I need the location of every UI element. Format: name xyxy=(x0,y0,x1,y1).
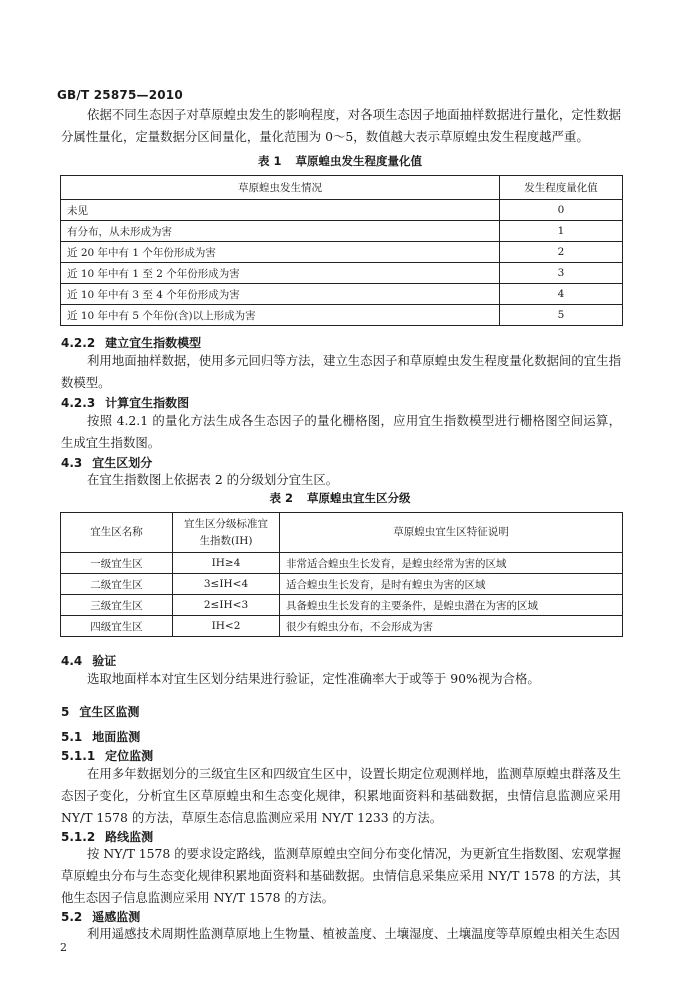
table-cell: 未见 xyxy=(61,200,500,221)
section-title: 计算宜生指数图 xyxy=(105,396,190,410)
table-row xyxy=(61,200,623,221)
table-row xyxy=(61,595,623,616)
table-cell: 有分布，从未形成为害 xyxy=(61,221,500,242)
table-row xyxy=(61,305,623,326)
section-number: 5.1.1 xyxy=(61,749,96,763)
section-4-2-2-heading xyxy=(61,334,201,351)
section-5-1-1-text: 在用多年数据划分的三级宜生区和四级宜生区中，设置长期定位观测样地，监测草原蝗虫群落及生态因子变化，分析宜生区草原蝗虫和生态变化规律，积累地面资料和基础数据，虫情信息监测应采用 NY/T 1578 的方法，草原生态信息监测应采用 NY/T 1233 的方法。 xyxy=(61,766,621,825)
page-number: 2 xyxy=(60,941,67,954)
table-row xyxy=(61,553,623,574)
table1-title: 草原蝗虫发生程度量化值 xyxy=(295,154,422,168)
section-4-3-text: 在宜生指数图上依据表 2 的分级划分宜生区。 xyxy=(87,472,339,487)
table-cell: IH≥4 xyxy=(173,553,280,574)
table-cell: 3≤IH<4 xyxy=(173,574,280,595)
table-header-row xyxy=(61,176,623,200)
section-4-2-2-text: 利用地面抽样数据，使用多元回归等方法，建立生态因子和草原蝗虫发生程度量化数据间的宜生指数模型。 xyxy=(61,353,621,390)
section-title: 遥感监测 xyxy=(92,910,141,924)
section-number: 5.2 xyxy=(61,910,83,924)
section-title: 验证 xyxy=(92,654,117,668)
table-cell: 5 xyxy=(500,305,623,326)
table-header-cell: 草原蝗虫发生情况 xyxy=(61,176,500,200)
standard-code: GB/T 25875—2010 xyxy=(57,88,183,102)
table-cell: 近 20 年中有 1 个年份形成为害 xyxy=(61,242,500,263)
section-5-1-2-text: 按 NY/T 1578 的要求设定路线，监测草原蝗虫空间分布变化情况，为更新宜生指数图、宏观掌握草原蝗虫分布与生态变化规律积累地面资料和基础数据。虫情信息采集应采用 NY/T 1578 的方法，其他生态因子信息监测应采用 NY/T 1578 的方法。 xyxy=(61,846,621,905)
section-number: 4.2.3 xyxy=(61,396,96,410)
section-number: 5.1 xyxy=(61,730,83,744)
section-number: 5.1.2 xyxy=(61,830,96,844)
section-number: 4.2.2 xyxy=(61,336,96,350)
section-number: 4.3 xyxy=(61,456,83,470)
table-cell: 近 10 年中有 5 个年份(含)以上形成为害 xyxy=(61,305,500,326)
section-number: 4.4 xyxy=(61,654,83,668)
section-5-1-heading xyxy=(61,728,140,745)
table-header-cell: 草原蝗虫宜生区特征说明 xyxy=(280,513,623,553)
table-cell: 4 xyxy=(500,284,623,305)
section-4-2-3-heading xyxy=(61,394,189,411)
section-title: 宜生区监测 xyxy=(79,705,140,719)
table-cell: 三级宜生区 xyxy=(61,595,173,616)
table-header-cell: 宜生区名称 xyxy=(61,513,173,553)
table-row xyxy=(61,221,623,242)
table-row xyxy=(61,242,623,263)
table-row xyxy=(61,574,623,595)
table-cell: 四级宜生区 xyxy=(61,616,173,637)
table1 xyxy=(60,175,623,326)
section-title: 路线监测 xyxy=(105,830,154,844)
table-cell: 非常适合蝗虫生长发育，是蝗虫经常为害的区域 xyxy=(280,553,623,574)
table-header-cell: 发生程度量化值 xyxy=(500,176,623,200)
table-cell: 2 xyxy=(500,242,623,263)
section-title: 定位监测 xyxy=(105,749,154,763)
table-cell: 近 10 年中有 1 至 2 个年份形成为害 xyxy=(61,263,500,284)
section-4-4-text: 选取地面样本对宜生区划分结果进行验证，定性准确率大于或等于 90%视为合格。 xyxy=(87,671,540,686)
table-cell: 具备蝗虫生长发育的主要条件，是蝗虫潜在为害的区域 xyxy=(280,595,623,616)
table-cell: 0 xyxy=(500,200,623,221)
table-cell: 适合蝗虫生长发育，是时有蝗虫为害的区域 xyxy=(280,574,623,595)
table-row xyxy=(61,284,623,305)
table-cell: 一级宜生区 xyxy=(61,553,173,574)
table2-number: 表 2 xyxy=(269,491,293,505)
section-5-heading xyxy=(61,703,139,720)
table-header-cell: 宜生区分级标准宜生指数(IH) xyxy=(173,513,280,553)
section-number: 5 xyxy=(61,705,70,719)
section-title: 地面监测 xyxy=(92,730,141,744)
table-cell: 3 xyxy=(500,263,623,284)
table-row xyxy=(61,263,623,284)
table1-caption xyxy=(0,153,680,169)
table-row xyxy=(61,616,623,637)
table-cell: 1 xyxy=(500,221,623,242)
section-title: 宜生区划分 xyxy=(92,456,153,470)
table-cell: 2≤IH<3 xyxy=(173,595,280,616)
table-cell: 很少有蝗虫分布，不会形成为害 xyxy=(280,616,623,637)
table-header-row xyxy=(61,513,623,553)
intro-paragraph: 依据不同生态因子对草原蝗虫发生的影响程度，对各项生态因子地面抽样数据进行量化，定性数据分属性量化，定量数据分区间量化，量化范围为 0～5，数值越大表示草原蝗虫发生程度越严重。 xyxy=(61,107,621,144)
section-5-1-1-heading xyxy=(61,747,153,764)
table2-title: 草原蝗虫宜生区分级 xyxy=(307,491,411,505)
table-cell: 二级宜生区 xyxy=(61,574,173,595)
table1-number: 表 1 xyxy=(257,154,282,168)
table-cell: IH<2 xyxy=(173,616,280,637)
table2 xyxy=(60,512,623,637)
section-5-2-text: 利用遥感技术周期性监测草原地上生物量、植被盖度、土壤湿度、土壤温度等草原蝗虫相关生态因 xyxy=(87,926,620,941)
section-4-2-3-text: 按照 4.2.1 的量化方法生成各生态因子的量化栅格图，应用宜生指数模型进行栅格图空间运算，生成宜生指数图。 xyxy=(61,413,621,450)
table2-caption xyxy=(0,490,680,506)
section-4-4-heading xyxy=(61,652,116,669)
section-title: 建立宜生指数模型 xyxy=(105,336,202,350)
table-cell: 近 10 年中有 3 至 4 个年份形成为害 xyxy=(61,284,500,305)
